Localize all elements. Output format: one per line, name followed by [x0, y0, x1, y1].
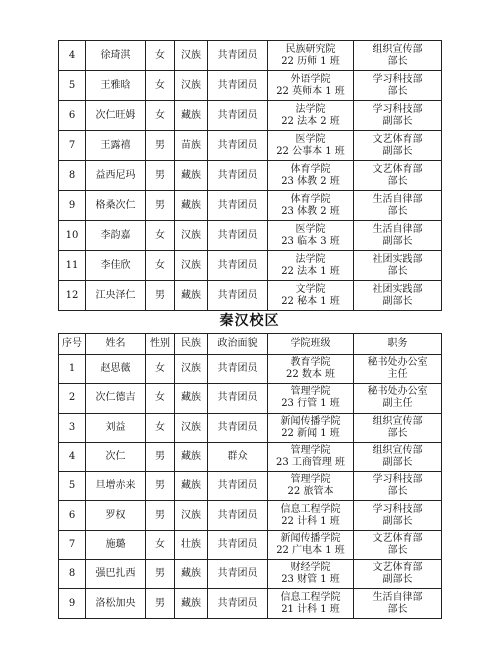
header-no: 序号 — [59, 334, 86, 355]
table-row — [59, 442, 442, 471]
row-number: 5 — [59, 472, 86, 501]
member-college-class — [268, 384, 354, 413]
member-college-class-line: 医学院 — [295, 133, 326, 145]
member-position-line: 部长 — [387, 544, 408, 556]
member-gender: 女 — [146, 384, 175, 413]
member-position-line: 文艺体育部 — [372, 133, 423, 145]
member-position — [354, 530, 442, 559]
member-political-status: 共青团员 — [208, 355, 268, 384]
member-political-status: 共青团员 — [208, 191, 268, 221]
member-ethnicity: 苗族 — [175, 131, 208, 161]
member-college-class — [268, 161, 354, 191]
member-college-class-line: 22 旅管本 — [287, 486, 334, 498]
member-name: 李佳欣 — [86, 251, 146, 281]
member-college-class — [268, 131, 354, 161]
table-row — [59, 281, 442, 311]
member-position-line: 组织宣传部 — [372, 415, 423, 427]
member-position — [354, 71, 442, 101]
table-row — [59, 413, 442, 442]
header-ethnicity: 民族 — [175, 334, 208, 355]
row-number: 8 — [59, 161, 86, 191]
table-row — [59, 131, 442, 161]
member-table-qinhan — [58, 333, 442, 619]
member-political-status: 共青团员 — [208, 530, 268, 559]
member-gender: 男 — [146, 560, 175, 589]
table-row — [59, 191, 442, 221]
row-number: 2 — [59, 384, 86, 413]
member-position — [354, 442, 442, 471]
member-name: 罗权 — [86, 501, 146, 530]
member-college-class — [268, 589, 354, 618]
header-political: 政治面貌 — [208, 334, 268, 355]
member-college-class-line: 信息工程学院 — [280, 503, 341, 515]
row-number: 8 — [59, 560, 86, 589]
member-college-class-line: 21 计科 1 班 — [281, 603, 340, 615]
member-college-class — [268, 191, 354, 221]
member-position-line: 副部长 — [382, 145, 413, 157]
member-college-class-line: 新闻传播学院 — [280, 532, 341, 544]
table-row — [59, 355, 442, 384]
member-ethnicity: 藏族 — [175, 560, 208, 589]
member-college-class-line: 23 行管 1 班 — [281, 398, 340, 410]
member-college-class-line: 22 广电本 1 班 — [276, 544, 345, 556]
member-name: 次仁 — [86, 442, 146, 471]
member-position — [354, 384, 442, 413]
member-name: 格桑次仁 — [86, 191, 146, 221]
member-college-class-line: 法学院 — [295, 253, 326, 265]
member-political-status: 共青团员 — [208, 161, 268, 191]
member-name: 次仁德吉 — [86, 384, 146, 413]
member-gender: 男 — [146, 442, 175, 471]
member-political-status: 共青团员 — [208, 413, 268, 442]
member-position-line: 社团实践部 — [372, 253, 423, 265]
table-row — [59, 161, 442, 191]
member-gender: 男 — [146, 281, 175, 311]
member-political-status: 共青团员 — [208, 281, 268, 311]
member-college-class-line: 管理学院 — [290, 445, 331, 457]
member-college-class-line: 体育学院 — [290, 163, 331, 175]
member-position — [354, 191, 442, 221]
member-position — [354, 161, 442, 191]
table-row — [59, 221, 442, 251]
member-college-class — [268, 101, 354, 131]
member-ethnicity: 汉族 — [175, 221, 208, 251]
member-political-status: 群众 — [208, 442, 268, 471]
member-gender: 女 — [146, 413, 175, 442]
member-college-class-line: 23 临本 3 班 — [281, 235, 340, 247]
member-position-line: 副部长 — [382, 115, 413, 127]
member-college-class-line: 22 历师 1 班 — [281, 55, 340, 67]
member-college-class-line: 23 体教 2 班 — [281, 175, 340, 187]
member-position — [354, 281, 442, 311]
member-political-status: 共青团员 — [208, 384, 268, 413]
member-college-class-line: 22 公事本 1 班 — [276, 145, 345, 157]
member-college-class — [268, 41, 354, 71]
member-name: 徐琦淇 — [86, 41, 146, 71]
member-college-class-line: 23 财管 1 班 — [281, 574, 340, 586]
member-ethnicity: 藏族 — [175, 589, 208, 618]
member-position-line: 组织宣传部 — [372, 445, 423, 457]
table-row — [59, 41, 442, 71]
member-name: 刘益 — [86, 413, 146, 442]
member-college-class-line: 医学院 — [295, 223, 326, 235]
member-position-line: 秘书处办公室 — [367, 386, 428, 398]
member-position-line: 副部长 — [382, 574, 413, 586]
member-political-status: 共青团员 — [208, 472, 268, 501]
member-gender: 男 — [146, 161, 175, 191]
member-college-class — [268, 413, 354, 442]
member-ethnicity: 藏族 — [175, 442, 208, 471]
member-college-class-line: 体育学院 — [290, 193, 331, 205]
member-position-line: 文艺体育部 — [372, 562, 423, 574]
member-name: 赵思薇 — [86, 355, 146, 384]
row-number: 11 — [59, 251, 86, 281]
member-position-line: 学习科技部 — [372, 474, 423, 486]
member-ethnicity: 壮族 — [175, 530, 208, 559]
row-number: 1 — [59, 355, 86, 384]
member-position-line: 副部长 — [382, 295, 413, 307]
member-position — [354, 413, 442, 442]
table-row — [59, 501, 442, 530]
member-political-status: 共青团员 — [208, 101, 268, 131]
member-gender: 男 — [146, 131, 175, 161]
member-position-line: 学习科技部 — [372, 503, 423, 515]
member-college-class-line: 22 英师本 1 班 — [276, 85, 345, 97]
member-position-line: 副主任 — [382, 398, 413, 410]
member-name: 李韵嘉 — [86, 221, 146, 251]
member-position — [354, 501, 442, 530]
row-number: 12 — [59, 281, 86, 311]
member-college-class-line: 教育学院 — [290, 357, 331, 369]
member-college-class — [268, 281, 354, 311]
member-name: 旦增赤来 — [86, 472, 146, 501]
member-gender: 男 — [146, 589, 175, 618]
member-college-class-line: 法学院 — [295, 103, 326, 115]
member-gender: 男 — [146, 191, 175, 221]
member-political-status: 共青团员 — [208, 251, 268, 281]
member-college-class-line: 新闻传播学院 — [280, 415, 341, 427]
member-position-line: 部长 — [387, 85, 408, 97]
member-name: 益西尼玛 — [86, 161, 146, 191]
member-position-line: 副部长 — [382, 515, 413, 527]
member-college-class-line: 22 计科 1 班 — [281, 515, 340, 527]
member-college-class-line: 管理学院 — [290, 386, 331, 398]
member-position-line: 部长 — [387, 486, 408, 498]
member-gender: 男 — [146, 472, 175, 501]
table-row — [59, 71, 442, 101]
member-position-line: 学习科技部 — [372, 103, 423, 115]
member-college-class-line: 信息工程学院 — [280, 591, 341, 603]
member-college-class-line: 22 秘本 1 班 — [281, 295, 340, 307]
member-position-line: 生活自律部 — [372, 223, 423, 235]
member-college-class-line: 管理学院 — [290, 474, 331, 486]
member-college-class-line: 外语学院 — [290, 73, 331, 85]
member-name: 施璐 — [86, 530, 146, 559]
member-position — [354, 472, 442, 501]
member-name: 王露禧 — [86, 131, 146, 161]
member-position-line: 部长 — [387, 205, 408, 217]
table-row — [59, 472, 442, 501]
member-college-class-line: 财经学院 — [290, 562, 331, 574]
member-college-class-line: 文学院 — [295, 283, 326, 295]
member-college-class — [268, 501, 354, 530]
member-position-line: 部长 — [387, 427, 408, 439]
row-number: 4 — [59, 442, 86, 471]
member-position-line: 生活自律部 — [372, 591, 423, 603]
header-position: 职务 — [354, 334, 442, 355]
member-position-line: 部长 — [387, 55, 408, 67]
member-position-line: 主任 — [387, 369, 408, 381]
member-ethnicity: 汉族 — [175, 71, 208, 101]
row-number: 7 — [59, 131, 86, 161]
member-gender: 女 — [146, 251, 175, 281]
member-college-class — [268, 560, 354, 589]
member-position-line: 部长 — [387, 603, 408, 615]
member-position-line: 文艺体育部 — [372, 163, 423, 175]
row-number: 6 — [59, 101, 86, 131]
header-college: 学院班级 — [268, 334, 354, 355]
member-position — [354, 251, 442, 281]
member-gender: 男 — [146, 501, 175, 530]
member-ethnicity: 藏族 — [175, 472, 208, 501]
member-position — [354, 41, 442, 71]
member-ethnicity: 汉族 — [175, 355, 208, 384]
member-college-class — [268, 472, 354, 501]
member-college-class — [268, 71, 354, 101]
table-row — [59, 384, 442, 413]
member-gender: 女 — [146, 71, 175, 101]
member-name: 江央泽仁 — [86, 281, 146, 311]
member-college-class-line: 23 体教 2 班 — [281, 205, 340, 217]
member-position — [354, 131, 442, 161]
row-number: 7 — [59, 530, 86, 559]
member-college-class — [268, 530, 354, 559]
member-position — [354, 560, 442, 589]
member-political-status: 共青团员 — [208, 71, 268, 101]
member-college-class-line: 22 法本 1 班 — [281, 265, 340, 277]
row-number: 9 — [59, 191, 86, 221]
member-college-class-line: 22 法本 2 班 — [281, 115, 340, 127]
member-gender: 女 — [146, 221, 175, 251]
member-college-class — [268, 442, 354, 471]
member-gender: 女 — [146, 41, 175, 71]
member-position-line: 组织宣传部 — [372, 43, 423, 55]
member-political-status: 共青团员 — [208, 131, 268, 161]
member-college-class-line: 23 工商管理 班 — [275, 457, 346, 469]
member-college-class-line: 22 数本 班 — [285, 369, 336, 381]
member-political-status: 共青团员 — [208, 501, 268, 530]
member-position-line: 副部长 — [382, 235, 413, 247]
member-position-line: 副部长 — [382, 457, 413, 469]
row-number: 6 — [59, 501, 86, 530]
header-name: 姓名 — [86, 334, 146, 355]
member-ethnicity: 藏族 — [175, 191, 208, 221]
table-row — [59, 560, 442, 589]
member-position — [354, 355, 442, 384]
section-title: 秦汉校区 — [219, 313, 280, 329]
member-position — [354, 221, 442, 251]
table-header-row — [59, 334, 442, 355]
member-position — [354, 589, 442, 618]
row-number: 10 — [59, 221, 86, 251]
member-name: 次仁旺姆 — [86, 101, 146, 131]
member-position-line: 文艺体育部 — [372, 532, 423, 544]
row-number: 4 — [59, 41, 86, 71]
member-political-status: 共青团员 — [208, 221, 268, 251]
member-college-class-line: 22 新闻 1 班 — [281, 427, 340, 439]
member-gender: 女 — [146, 530, 175, 559]
member-college-class — [268, 355, 354, 384]
table-row — [59, 251, 442, 281]
member-ethnicity: 汉族 — [175, 41, 208, 71]
member-college-class-line: 民族研究院 — [285, 43, 336, 55]
member-position-line: 学习科技部 — [372, 73, 423, 85]
member-position-line: 部长 — [387, 175, 408, 187]
member-name: 洛松加央 — [86, 589, 146, 618]
member-gender: 女 — [146, 355, 175, 384]
header-gender: 性别 — [146, 334, 175, 355]
member-position — [354, 101, 442, 131]
member-position-line: 秘书处办公室 — [367, 357, 428, 369]
member-ethnicity: 藏族 — [175, 161, 208, 191]
member-political-status: 共青团员 — [208, 589, 268, 618]
member-ethnicity: 汉族 — [175, 501, 208, 530]
member-gender: 女 — [146, 101, 175, 131]
member-table-upper — [58, 40, 442, 311]
row-number: 5 — [59, 71, 86, 101]
member-ethnicity: 藏族 — [175, 281, 208, 311]
table-row — [59, 589, 442, 618]
member-ethnicity: 藏族 — [175, 101, 208, 131]
member-position-line: 生活自律部 — [372, 193, 423, 205]
member-position-line: 部长 — [387, 265, 408, 277]
member-ethnicity: 藏族 — [175, 384, 208, 413]
table-row — [59, 530, 442, 559]
member-college-class — [268, 221, 354, 251]
member-name: 强巴扎西 — [86, 560, 146, 589]
member-ethnicity: 汉族 — [175, 251, 208, 281]
member-political-status: 共青团员 — [208, 41, 268, 71]
row-number: 3 — [59, 413, 86, 442]
table-row — [59, 101, 442, 131]
member-position-line: 社团实践部 — [372, 283, 423, 295]
member-ethnicity: 汉族 — [175, 413, 208, 442]
member-political-status: 共青团员 — [208, 560, 268, 589]
row-number: 9 — [59, 589, 86, 618]
member-name: 王雅晗 — [86, 71, 146, 101]
member-college-class — [268, 251, 354, 281]
